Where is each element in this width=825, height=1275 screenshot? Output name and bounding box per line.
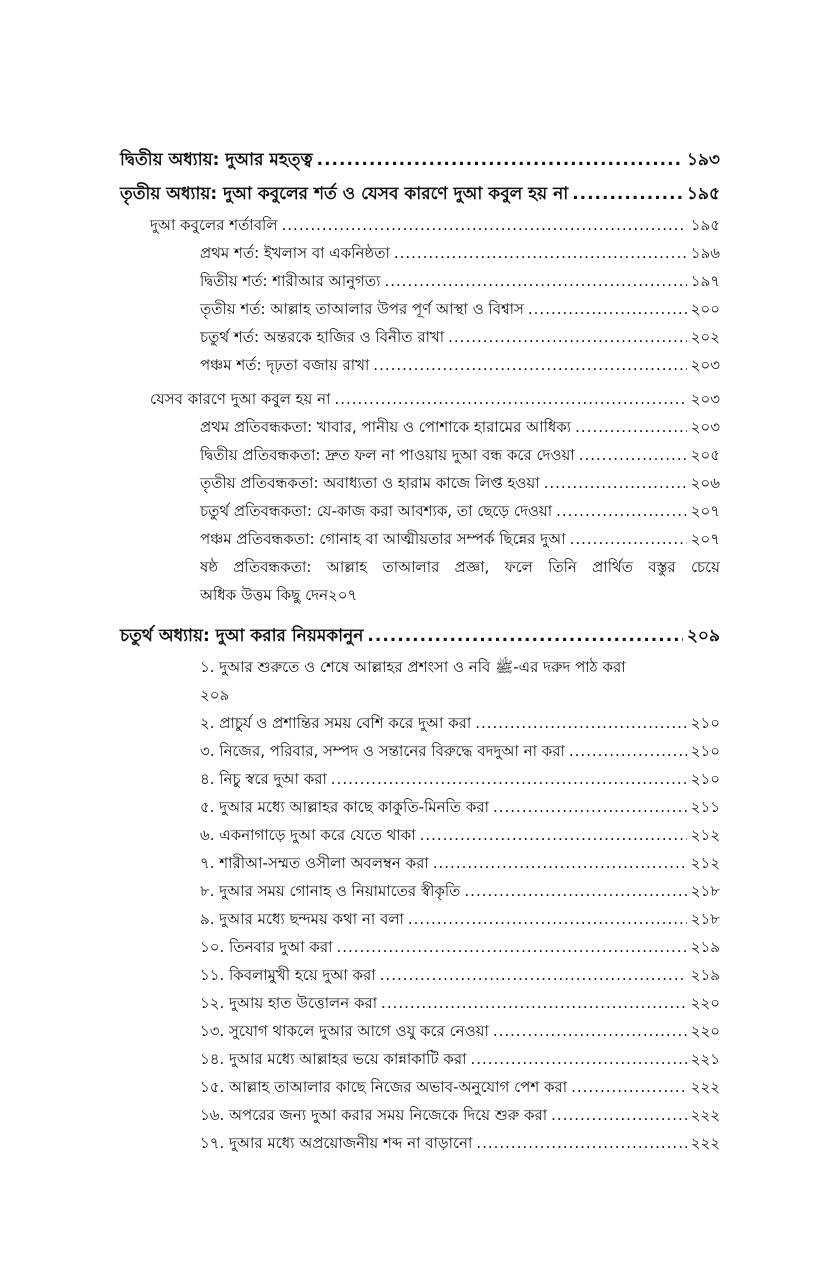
toc-entry[interactable] <box>120 765 720 793</box>
toc-entry[interactable] <box>120 469 720 497</box>
page-number: ১৯৩ <box>686 150 720 170</box>
page-number: ২০৯ <box>200 686 230 704</box>
chapter-title: চতুর্থ অধ্যায়: দুআ করার নিয়মকানুন <box>120 626 364 646</box>
page-number: ২২২ <box>690 1106 720 1124</box>
chapter-title: দ্বিতীয় অধ্যায়: দুআর মহত্ত্ব <box>120 150 313 170</box>
page-number: ২২২ <box>690 1078 720 1096</box>
toc-entry[interactable] <box>120 1073 720 1101</box>
toc-entry[interactable] <box>120 295 720 323</box>
dot-leader <box>317 143 683 177</box>
entry-title-line2-row <box>200 581 720 609</box>
dot-leader <box>373 351 686 379</box>
entry-title: দ্বিতীয় শর্ত: শারীআর আনুগত্য <box>200 272 381 290</box>
dot-leader <box>551 1101 687 1129</box>
toc-section-obstacles[interactable] <box>120 385 720 413</box>
toc-entry[interactable] <box>120 1101 720 1129</box>
page-number: ১৯৬ <box>690 244 720 262</box>
section-title: দুআ কবুলের শর্তাবলি <box>150 216 278 234</box>
toc-entry-multiline[interactable] <box>120 553 720 609</box>
page-number: ২১০ <box>690 770 720 788</box>
entry-title: ৫. দুআর মধ্যে আল্লাহর কাছে কাকুতি-মিনতি করা <box>200 798 489 816</box>
page-number: ২০৯ <box>686 626 720 646</box>
toc-entry[interactable] <box>120 1017 720 1045</box>
toc-entry[interactable] <box>120 525 720 553</box>
dot-leader <box>367 619 682 653</box>
entry-title: ১১. কিবলামুখী হয়ে দুআ করা <box>200 966 376 984</box>
dot-leader <box>572 177 683 211</box>
toc-entry[interactable] <box>120 1045 720 1073</box>
toc-entry[interactable] <box>120 877 720 905</box>
entry-title: চতুর্থ প্রতিবন্ধকতা: যে-কাজ করা আবশ্যক, তা ছেড়ে দেওয়া <box>200 502 553 520</box>
page-number: ২১৮ <box>690 910 720 928</box>
page-number: ২১০ <box>690 742 720 760</box>
dot-leader <box>420 821 687 849</box>
dot-leader <box>433 849 687 877</box>
toc-chapter-2[interactable] <box>120 143 720 177</box>
page-number: ২২০ <box>690 1022 720 1040</box>
page-number: ২১২ <box>690 854 720 872</box>
entry-title: ৬. একনাগাড়ে দুআ করে যেতে থাকা <box>200 826 416 844</box>
toc-entry[interactable] <box>120 793 720 821</box>
entry-title: ২. প্রাচুর্য ও প্রশান্তির সময় বেশি করে দুআ করা <box>200 714 472 732</box>
entry-title: ১৩. সুযোগ থাকলে দুআর আগে ওযু করে নেওয়া <box>200 1022 489 1040</box>
page-number: ২০৩ <box>690 418 720 436</box>
toc-entry[interactable] <box>120 933 720 961</box>
toc-chapter-3[interactable] <box>120 177 720 211</box>
entry-title: ১৭. দুআর মধ্যে অপ্রয়োজনীয় শব্দ না বাড়ানো <box>200 1134 473 1152</box>
dot-leader <box>381 989 687 1017</box>
dot-leader <box>334 385 686 413</box>
entry-title: ৪. নিচু স্বরে দুআ করা <box>200 770 327 788</box>
toc-entry[interactable] <box>120 323 720 351</box>
entry-title: ১২. দুআয় হাত উত্তোলন করা <box>200 994 378 1012</box>
toc-entry-multiline[interactable] <box>120 653 720 709</box>
page-number: ১৯৫ <box>686 184 720 204</box>
dot-leader <box>336 933 686 961</box>
page-number: ২০০ <box>690 300 720 318</box>
page-number: ২১৯ <box>690 966 720 984</box>
entry-title: তৃতীয় প্রতিবন্ধকতা: অবাধ্যতা ও হারাম কাজে লিপ্ত হওয়া <box>200 474 540 492</box>
dot-leader <box>408 905 687 933</box>
entry-title: ৭. শারীআ-সম্মত ওসীলা অবলম্বন করা <box>200 854 429 872</box>
toc-entry[interactable] <box>120 267 720 295</box>
dot-leader <box>464 877 686 905</box>
entry-title: ৩. নিজের, পরিবার, সম্পদ ও সন্তানের বিরুদ্ধে বদদুআ না করা <box>200 742 565 760</box>
entry-title: প্রথম শর্ত: ইখলাস বা একনিষ্ঠতা <box>200 244 390 262</box>
dot-leader <box>384 267 686 295</box>
toc-entry[interactable] <box>120 239 720 267</box>
toc-entry[interactable] <box>120 1129 720 1157</box>
toc-entry[interactable] <box>120 351 720 379</box>
dot-leader <box>493 1017 687 1045</box>
page-number: ২২০ <box>690 994 720 1012</box>
dot-leader <box>394 239 687 267</box>
dot-leader <box>544 469 687 497</box>
dot-leader <box>380 961 687 989</box>
entry-title: ১০. তিনবার দুআ করা <box>200 938 333 956</box>
dot-leader <box>470 1045 686 1073</box>
toc-chapter-4[interactable] <box>120 619 720 653</box>
toc-entry[interactable] <box>120 441 720 469</box>
page-number: ২০৭ <box>328 586 358 604</box>
page-number: ২১৯ <box>690 938 720 956</box>
entry-title: পঞ্চম প্রতিবন্ধকতা: গোনাহ বা আত্মীয়তার সম্পর্ক ছিন্নের দুআ <box>200 530 566 548</box>
toc-entry[interactable] <box>120 709 720 737</box>
entry-title: তৃতীয় শর্ত: আল্লাহ তাআলার উপর পূর্ণ আস্থা ও বিশ্বাস <box>200 300 524 318</box>
entry-title: ১৪. দুআর মধ্যে আল্লাহর ভয়ে কান্নাকাটি করা <box>200 1050 467 1068</box>
dot-leader <box>556 497 687 525</box>
page-number: ২১০ <box>690 714 720 732</box>
entry-title-line2: অধিক উত্তম কিছু দেন <box>200 586 329 604</box>
entry-title: পঞ্চম শর্ত: দৃঢ়তা বজায় রাখা <box>200 356 370 374</box>
dot-leader <box>448 323 687 351</box>
dot-leader <box>282 211 687 239</box>
dot-leader <box>493 793 687 821</box>
dot-leader <box>570 525 687 553</box>
entry-title: চতুর্থ শর্ত: অন্তরকে হাজির ও বিনীত রাখা <box>200 328 445 346</box>
chapter-title: তৃতীয় অধ্যায়: দুআ কবুলের শর্ত ও যেসব কারণে দুআ কবুল হয় না <box>120 184 569 204</box>
dot-leader <box>569 737 687 765</box>
entry-title: ৯. দুআর মধ্যে ছন্দময় কথা না বলা <box>200 910 404 928</box>
entry-title-line1: ষষ্ঠ প্রতিবন্ধকতা: আল্লাহ তাআলার প্রজ্ঞা, ফলে তিনি প্রার্থিত বস্তুর চেয়ে <box>200 558 720 576</box>
table-of-contents <box>120 143 720 1157</box>
toc-section-conditions[interactable] <box>120 211 720 239</box>
dot-leader <box>571 1073 687 1101</box>
page-number: ২০৩ <box>690 390 720 408</box>
page-number: ২১৮ <box>690 882 720 900</box>
entry-title: ১৫. আল্লাহ তাআলার কাছে নিজের অভাব-অনুযোগ পেশ করা <box>200 1078 568 1096</box>
page-number: ১৯৫ <box>690 216 720 234</box>
page-number: ২২১ <box>690 1050 720 1068</box>
toc-entry[interactable] <box>120 961 720 989</box>
dot-leader <box>476 1129 686 1157</box>
page-number: ২০৫ <box>690 446 720 464</box>
toc-entry[interactable] <box>120 821 720 849</box>
entry-title: দ্বিতীয় প্রতিবন্ধকতা: দ্রুত ফল না পাওয়ায় দুআ বন্ধ করে দেওয়া <box>200 446 575 464</box>
toc-entry[interactable] <box>120 497 720 525</box>
entry-title: প্রথম প্রতিবন্ধকতা: খাবার, পানীয় ও পোশাকে হারামের আধিক্য <box>200 418 572 436</box>
page-number: ২০৭ <box>690 530 720 548</box>
toc-entry[interactable] <box>120 849 720 877</box>
page-number: ২০৩ <box>690 356 720 374</box>
page-number: ২২২ <box>690 1134 720 1152</box>
page-number: ১৯৭ <box>690 272 720 290</box>
dot-leader <box>575 413 687 441</box>
toc-entry[interactable] <box>120 737 720 765</box>
page-number: ২০২ <box>690 328 720 346</box>
dot-leader <box>475 709 687 737</box>
dot-leader <box>331 765 687 793</box>
dot-leader <box>579 441 687 469</box>
page-number: ২০৭ <box>690 502 720 520</box>
toc-entry[interactable] <box>120 989 720 1017</box>
page-number: ২১১ <box>690 798 720 816</box>
toc-entry[interactable] <box>120 905 720 933</box>
page-number: ২০৬ <box>690 474 720 492</box>
entry-title: ৮. দুআর সময় গোনাহ ও নিয়ামাতের স্বীকৃতি <box>200 882 461 900</box>
dot-leader <box>528 295 687 323</box>
toc-entry[interactable] <box>120 413 720 441</box>
section-title: যেসব কারণে দুআ কবুল হয় না <box>150 390 331 408</box>
page-number: ২১২ <box>690 826 720 844</box>
entry-title: ১৬. অপরের জন্য দুআ করার সময় নিজেকে দিয়ে শুরু করা <box>200 1106 548 1124</box>
entry-title-line1: ১. দুআর শুরুতে ও শেষে আল্লাহর প্রশংসা ও নবি ﷺ-এর দরুদ পাঠ করা <box>200 658 626 676</box>
